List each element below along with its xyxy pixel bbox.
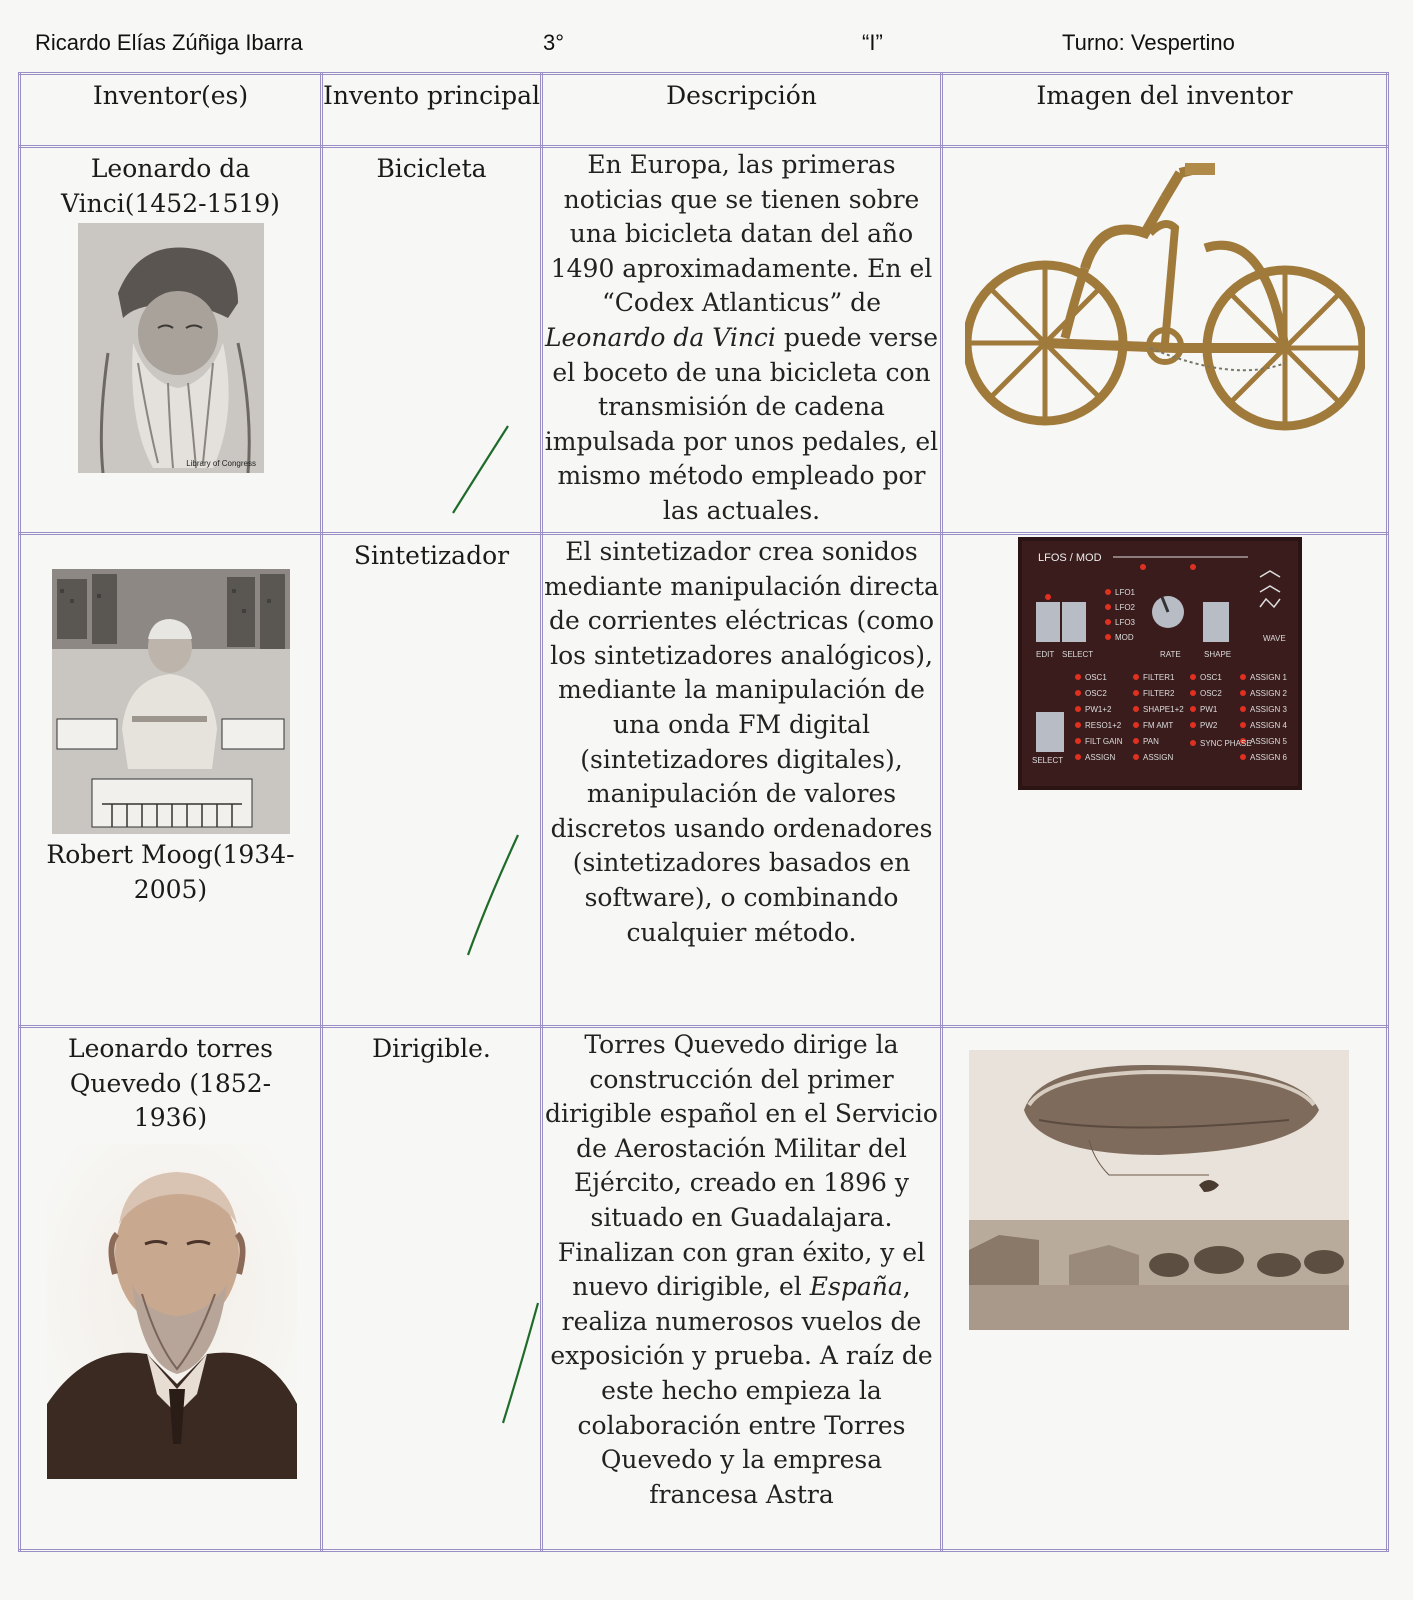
- group: “I”: [862, 30, 883, 55]
- torres-quevedo-portrait: [47, 1144, 297, 1479]
- airship-photo: [969, 1050, 1349, 1330]
- table-row: [20, 1027, 1388, 1551]
- panel-label: RATE: [1160, 650, 1181, 659]
- panel-label: SHAPE1+2: [1143, 705, 1184, 714]
- panel-label: FILT GAIN: [1085, 737, 1123, 746]
- robert-moog-photo: [52, 569, 290, 834]
- image-cell: [942, 147, 1388, 534]
- panel-label: ASSIGN 6: [1250, 753, 1287, 762]
- panel-label: LFO1: [1115, 588, 1136, 597]
- table-row: [20, 147, 1388, 534]
- invention-name: Dirigible.: [372, 1034, 491, 1063]
- description-cell: [542, 147, 942, 534]
- invention-cell: [322, 534, 542, 1027]
- panel-label: OSC1: [1200, 673, 1222, 682]
- wooden-bicycle-image: [965, 158, 1365, 458]
- panel-title: LFOS / MOD: [1038, 552, 1102, 564]
- panel-label: OSC2: [1200, 689, 1222, 698]
- invention-name: Sintetizador: [353, 541, 510, 570]
- description-text: El sintetizador crea sonidos mediante manipulación directa de corrientes eléctricas (como los sintetizadores analógicos), mediante la manipulación de una onda FM digital (sintetizadores digitales), manipulación de valores discretos usando ordenadores (sintetizadores basados en software), o combinando cualquier método.: [544, 537, 939, 947]
- panel-label: ASSIGN: [1143, 753, 1174, 762]
- inventor-name: Leonardo torres Quevedo (1852-1936): [67, 1034, 274, 1133]
- panel-label: SELECT: [1032, 756, 1064, 765]
- panel-label: PW2: [1200, 721, 1218, 730]
- description-cell: [542, 534, 942, 1027]
- table-header-row: [20, 74, 1388, 147]
- panel-label: FM AMT: [1143, 721, 1174, 730]
- invention-name: Bicicleta: [376, 154, 487, 183]
- inventor-name: Robert Moog(1934-2005): [46, 840, 295, 904]
- col-header-invention: Invento principal: [322, 74, 542, 147]
- panel-label: ASSIGN 2: [1250, 689, 1287, 698]
- synthesizer-panel-image: [1018, 537, 1302, 790]
- description-text: Torres Quevedo dirige la construcción del primer dirigible español en el Servicio de Aerostación Militar del Ejército, creado en 1896 y situado en Guadalajara. Finalizan con gran éxito, y el nuevo dirigible, el: [545, 1030, 938, 1302]
- col-header-inventor: Inventor(es): [20, 74, 322, 147]
- panel-label: SYNC PHASE: [1200, 739, 1252, 748]
- leonardo-portrait-image: [78, 223, 264, 473]
- panel-label: SELECT: [1062, 650, 1094, 659]
- check-mark-icon: [448, 418, 518, 518]
- photo-credit: Library of Congress: [185, 459, 256, 469]
- panel-label: ASSIGN 4: [1250, 721, 1287, 730]
- panel-label: LFO2: [1115, 603, 1136, 612]
- panel-label: PW1: [1200, 705, 1218, 714]
- col-header-image: Imagen del inventor: [942, 74, 1388, 147]
- student-name: Ricardo Elías Zúñiga Ibarra: [35, 30, 303, 55]
- description-text: En Europa, las primeras noticias que se tienen sobre una bicicleta datan del año 1490 aproximadamente. En el “Codex Atlanticus” de: [550, 150, 933, 318]
- panel-label: ASSIGN: [1085, 753, 1116, 762]
- panel-label: ASSIGN 3: [1250, 705, 1287, 714]
- table-row: [20, 534, 1388, 1027]
- image-cell: [942, 1027, 1388, 1551]
- inventions-table: [18, 72, 1389, 1552]
- inventor-cell: [20, 534, 322, 1027]
- invention-cell: [322, 1027, 542, 1551]
- grade: 3°: [543, 30, 565, 55]
- col-header-description: Descripción: [542, 74, 942, 147]
- inventor-cell: [20, 147, 322, 534]
- panel-label: EDIT: [1036, 650, 1055, 659]
- panel-label: ASSIGN 1: [1250, 673, 1287, 682]
- panel-label: FILTER2: [1143, 689, 1175, 698]
- panel-label: ASSIGN 5: [1250, 737, 1287, 746]
- description-emphasis: Leonardo da Vinci: [544, 322, 776, 352]
- description-cell: [542, 1027, 942, 1551]
- inventor-name: Leonardo da Vinci(1452-1519): [61, 154, 280, 218]
- panel-label: RESO1+2: [1085, 721, 1122, 730]
- panel-label: WAVE: [1263, 634, 1286, 643]
- panel-label: OSC2: [1085, 689, 1107, 698]
- panel-label: LFO3: [1115, 618, 1136, 627]
- inventor-cell: [20, 1027, 322, 1551]
- page-header: [0, 30, 1413, 60]
- check-mark-icon: [463, 830, 533, 960]
- invention-cell: [322, 147, 542, 534]
- description-text-continued: , realiza numerosos vuelos de exposición y prueba. A raíz de este hecho empieza la colaboración entre Torres Quevedo y la empresa francesa Astra: [550, 1272, 933, 1509]
- image-cell: [942, 534, 1388, 1027]
- check-mark-icon: [498, 1298, 548, 1428]
- panel-label: OSC1: [1085, 673, 1107, 682]
- panel-label: FILTER1: [1143, 673, 1175, 682]
- shift: Turno: Vespertino: [1062, 30, 1235, 55]
- panel-label: SHAPE: [1204, 650, 1232, 659]
- panel-label: PAN: [1143, 737, 1159, 746]
- panel-label: PW1+2: [1085, 705, 1112, 714]
- description-emphasis: España: [809, 1272, 903, 1302]
- panel-label: MOD: [1115, 633, 1134, 642]
- description-text-continued: puede verse el boceto de una bicicleta con transmisión de cadena impulsada por unos pedales, el mismo método empleado por las actuales.: [544, 322, 939, 525]
